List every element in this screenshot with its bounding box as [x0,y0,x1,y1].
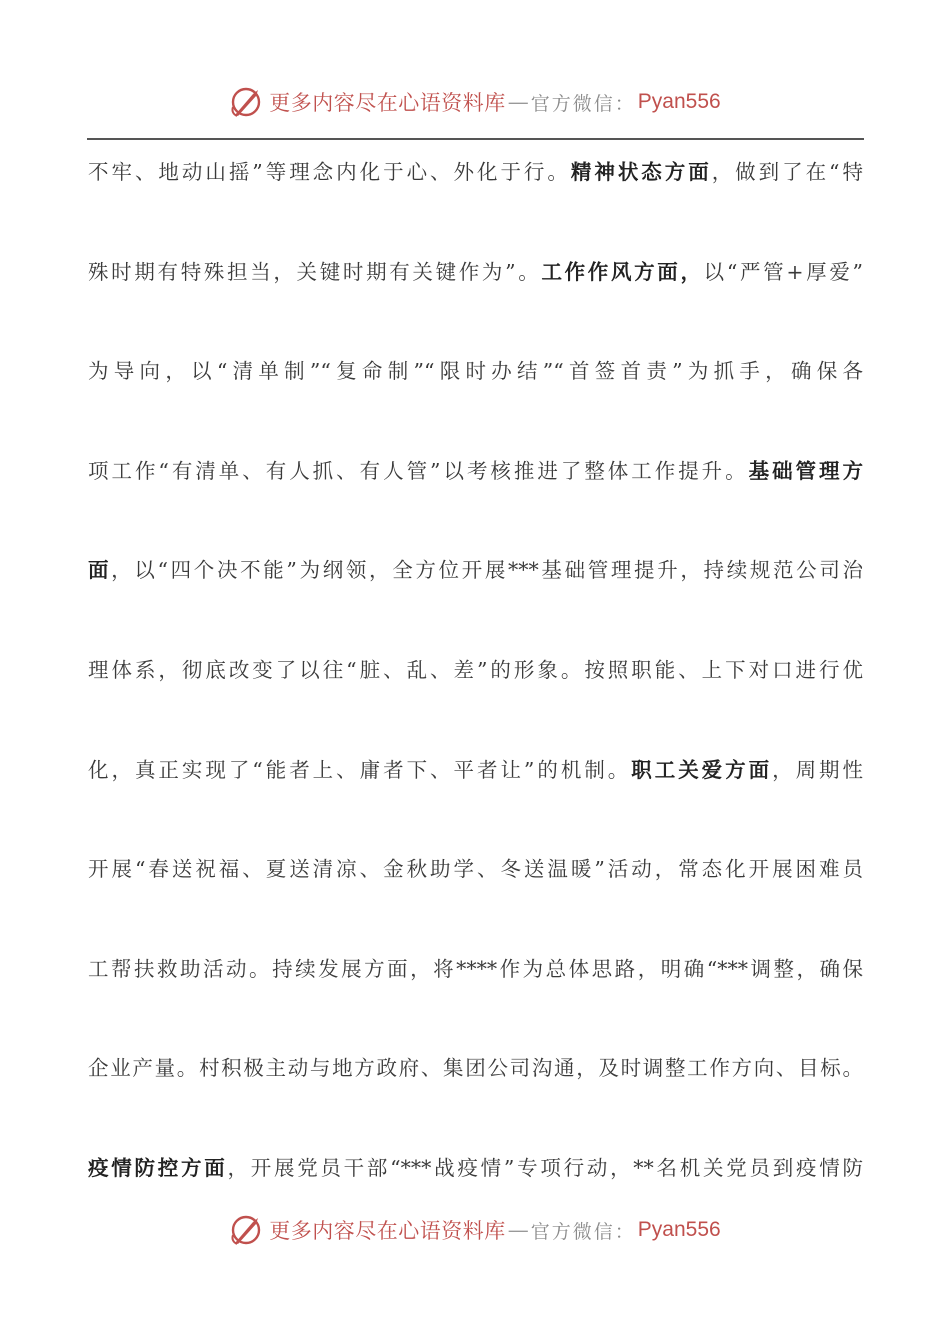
text-line: 殊时期有特殊担当，关键时期有关键作为”。工作作风方面，以“严管+厚爱” [88,259,864,284]
text-line: 不牢、地动山摇”等理念内化于心、外化于行。精神状态方面，做到了在“特 [88,160,864,184]
text-line: 企业产量。村积极主动与地方政府、集团公司沟通，及时调整工作方向、目标。 [88,1056,863,1081]
pen-nib-logo-icon [229,1213,263,1247]
document-body [88,152,863,1248]
footer-wechat-id: Pyan556 [637,1218,721,1241]
header-brand-text: 更多内容尽在心语资料库 [269,91,506,115]
header-dash: — [507,90,529,114]
text-line: 为导向，以“清单制”“复命制”“限时办结”“首签首责”为抓手，确保各 [88,359,863,384]
text-line: 疫情防控方面，开展党员干部“***战疫情”专项行动，**名机关党员到疫情防 [88,1155,863,1180]
text-line: 面，以“四个决不能”为纲领，全方位开展***基础管理提升，持续规范公司治 [88,558,864,583]
header-divider [87,138,864,140]
footer-official-label: 官方微信： [530,1220,636,1243]
text-line: 工帮扶救助活动。持续发展方面，将****作为总体思路，明确“***调整，确保 [88,956,863,981]
footer-dash: — [507,1218,529,1242]
text-line: 开展“春送祝福、夏送清凉、金秋助学、冬送温暖”活动，常态化开展困难员 [88,857,863,882]
pen-nib-logo-icon [229,85,263,119]
header-official-label: 官方微信： [530,92,636,115]
footer-banner [0,1208,950,1252]
header-banner [0,80,950,124]
footer-brand-text: 更多内容尽在心语资料库 [269,1219,506,1243]
text-line: 项工作“有清单、有人抓、有人管”以考核推进了整体工作提升。基础管理方 [88,458,863,483]
header-wechat-id: Pyan556 [637,90,721,113]
text-line: 化，真正实现了“能者上、庸者下、平者让”的机制。职工关爱方面，周期性 [88,757,864,782]
text-line: 理体系，彻底改变了以往“脏、乱、差”的形象。按照职能、上下对口进行优 [88,657,863,682]
